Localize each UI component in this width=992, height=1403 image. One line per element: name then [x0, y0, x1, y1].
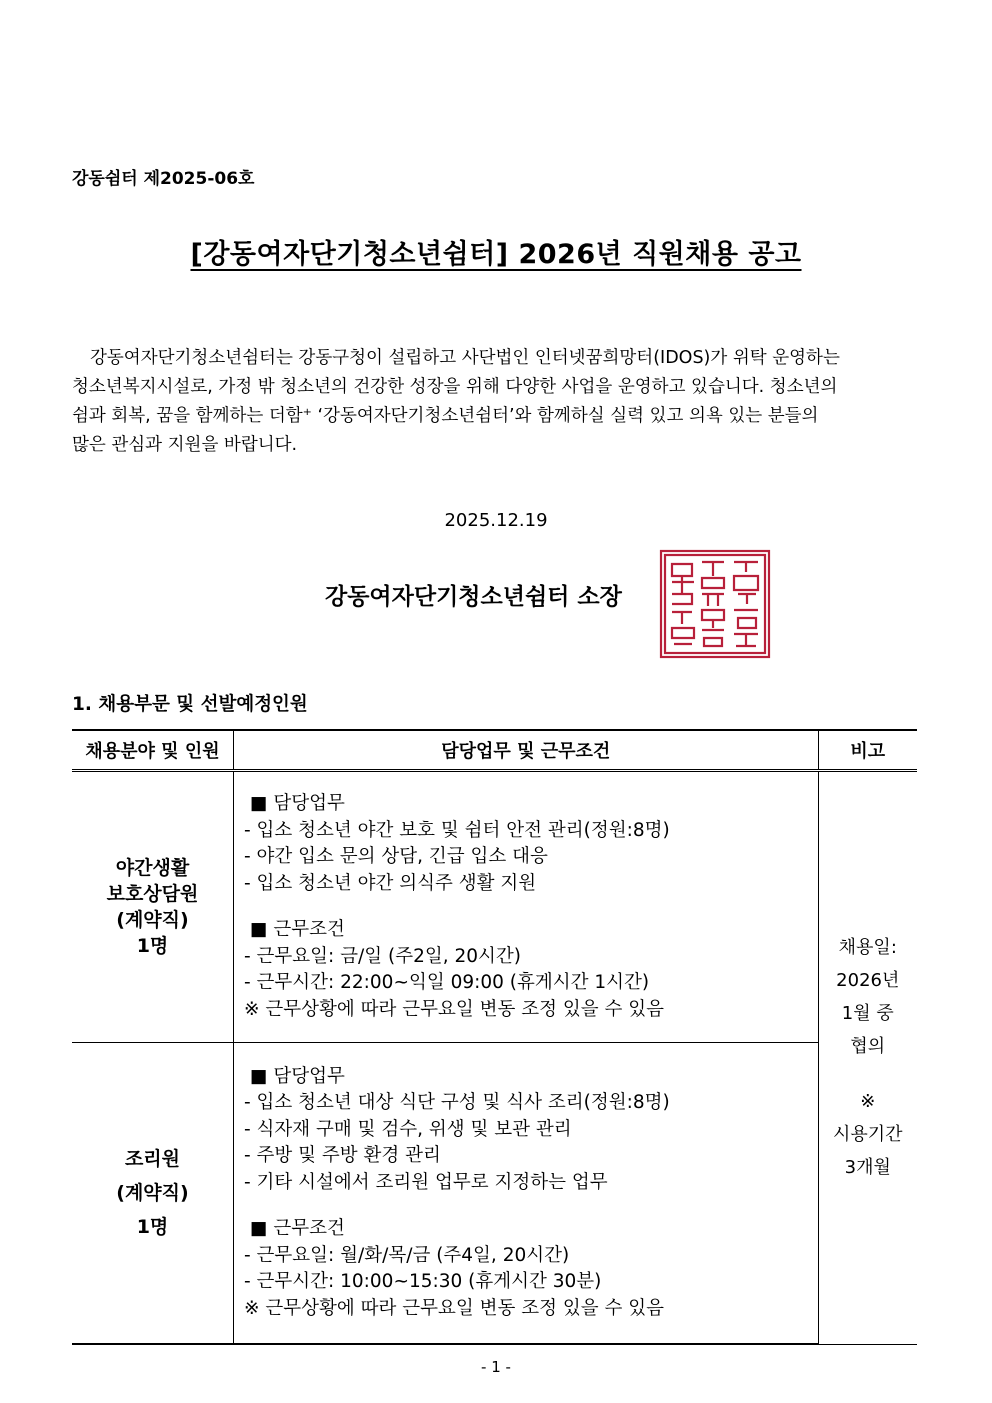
remark-line: 채용일:: [838, 937, 897, 959]
position-line: (계약직): [116, 1182, 189, 1204]
duty-item: - 입소 청소년 야간 의식주 생활 지원: [243, 872, 537, 894]
table-row: [72, 1043, 917, 1345]
table-header-row: [72, 730, 917, 771]
recruitment-table: [72, 729, 917, 1345]
duty-item: - 주방 및 주방 환경 관리: [243, 1145, 441, 1167]
remark-line: 2026년: [836, 970, 900, 992]
position-line: 1명: [136, 1216, 169, 1238]
duty-item: - 입소 청소년 야간 보호 및 쉼터 안전 관리(정원:8명): [243, 819, 670, 841]
header-position: 채용분야 및 인원: [72, 730, 233, 771]
page-number: - 1 -: [481, 1358, 511, 1376]
remark-line: ※: [860, 1091, 876, 1113]
intro-line: 청소년복지시설로, 가정 밖 청소년의 건강한 성장을 위해 다양한 사업을 운영하고 있습니다. 청소년의: [72, 377, 838, 397]
section-heading: 1. 채용부문 및 선발예정인원: [72, 694, 308, 715]
condition-item: - 근무시간: 22:00~익일 09:00 (휴게시간 1시간): [243, 972, 650, 993]
position-cell: [72, 1043, 233, 1345]
duties-cell: [233, 771, 818, 1043]
position-line: 야간생활: [115, 857, 190, 879]
conditions-heading: ■ 근무조건: [249, 1218, 345, 1240]
page-title-wrap: [0, 232, 992, 271]
condition-item: - 근무요일: 금/일 (주2일, 20시간): [243, 945, 521, 967]
condition-item: - 근무시간: 10:00~15:30 (휴게시간 30분): [243, 1271, 602, 1293]
intro-paragraph: [72, 344, 917, 460]
condition-item: ※ 근무상황에 따라 근무요일 변동 조정 있을 수 있음: [243, 1297, 664, 1319]
header-duties: 담당업무 및 근무조건: [233, 730, 818, 771]
remark-line: 3개월: [844, 1157, 891, 1179]
conditions-heading: ■ 근무조건: [249, 919, 345, 940]
intro-line: 강동여자단기청소년쉼터는 강동구청이 설립하고 사단법인 인터넷꿈희망터(IDOS)가 위탁 운영하는: [90, 348, 840, 368]
intro-line: 쉼과 회복, 꿈을 함께하는 더함⁺ ‘강동여자단기청소년쉼터’와 함께하실 실력 있고 의욕 있는 분들의: [72, 406, 819, 426]
header-remarks: 비고: [818, 730, 917, 771]
condition-item: - 근무요일: 월/화/목/금 (주4일, 20시간): [243, 1244, 570, 1266]
duties-heading: ■ 담당업무: [249, 793, 345, 814]
position-line: 1명: [136, 935, 169, 957]
intro-line: 많은 관심과 지원을 바랍니다.: [72, 435, 298, 455]
remark-line: 시용기간: [833, 1124, 903, 1146]
position-line: 조리원: [124, 1148, 181, 1170]
official-seal-stamp: [658, 548, 772, 660]
duty-item: - 기타 시설에서 조리원 업무로 지정하는 업무: [243, 1171, 608, 1193]
page-title: [강동여자단기청소년쉼터] 2026년 직원채용 공고: [190, 239, 802, 270]
duty-item: - 식자재 구매 및 검수, 위생 및 보관 관리: [243, 1118, 572, 1140]
remark-line: 1월 중: [841, 1003, 894, 1025]
signer-title: 강동여자단기청소년쉼터 소장: [325, 584, 622, 610]
table-row: [72, 771, 917, 1043]
announcement-date: 2025.12.19: [444, 510, 548, 531]
duty-item: - 야간 입소 문의 상담, 긴급 입소 대응: [243, 846, 548, 867]
position-line: (계약직): [116, 909, 189, 931]
duties-cell: [233, 1043, 818, 1345]
duty-item: - 입소 청소년 대상 식단 구성 및 식사 조리(정원:8명): [243, 1092, 670, 1114]
remark-line: 협의: [850, 1036, 886, 1058]
duties-heading: ■ 담당업무: [249, 1065, 345, 1087]
document-number: 강동쉼터 제2025-06호: [72, 169, 255, 189]
remarks-cell: [818, 771, 917, 1345]
position-cell: [72, 771, 233, 1043]
position-line: 보호상담원: [106, 883, 199, 905]
condition-item: ※ 근무상황에 따라 근무요일 변동 조정 있을 수 있음: [243, 998, 664, 1020]
